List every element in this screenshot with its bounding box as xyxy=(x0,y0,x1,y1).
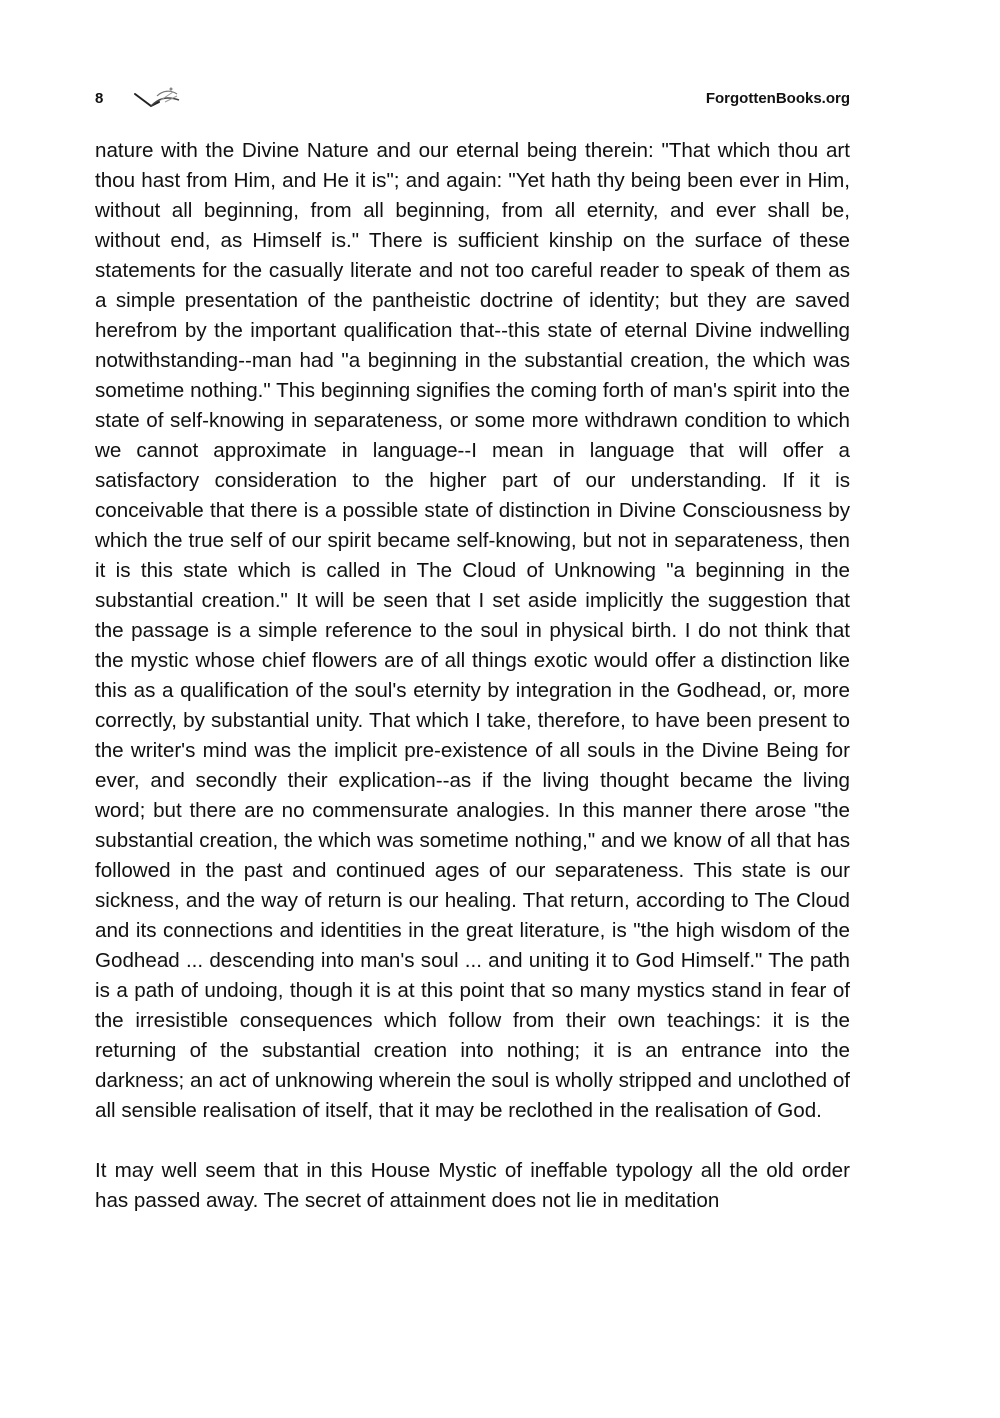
page-number: 8 xyxy=(95,90,104,107)
paragraph: It may well seem that in this House Mystic of ineffable typology all the old order has passed away. The secret of attainment does not lie in meditation xyxy=(95,1159,850,1212)
body-text xyxy=(95,136,850,1216)
site-name: ForgottenBooks.org xyxy=(705,90,850,107)
paragraph: nature with the Divine Nature and our eternal being therein: "That which thou art thou hast from Him, and He it is"; and again: "Yet hath thy being been ever in Him, without all beginning, from all beginning, from all eternity, and ever shall be, without end, as Himself is." There is sufficient kinship on the surface of these statements for the casually literate and not too careful reader to speak of them as a simple presentation of the pantheistic doctrine of identity; but they are saved herefrom by the important qualification that--this state of eternal Divine indwelling notwithstanding--man had "a beginning in the substantial creation, the which was sometime nothing." This beginning signifies the coming forth of man's spirit into the state of self-knowing in separateness, or some more withdrawn condition to which we cannot approximate in language--I mean in language that will offer a satisfactory consideration to the higher part of our understanding. If it is conceivable that there is a possible state of distinction in Divine Consciousness by which the true self of our spirit became self-knowing, but not in separateness, then it is this state which is called in The Cloud of Unknowing "a beginning in the substantial creation." It will be seen that I set aside implicitly the suggestion that the passage is a simple reference to the soul in physical birth. I do not think that the mystic whose chief flowers are of all things exotic would offer a distinction like this as a qualification of the soul's eternity by integration in the Godhead, or, more correctly, by substantial unity. That which I take, therefore, to have been present to the writer's mind was the implicit pre-existence of all souls in the Divine Being for ever, and secondly their explication--as if the living thought became the living word; but there are no commensurate analogies. In this manner there arose "the substantial creation, the which was sometime nothing," and we know of all that has followed in the past and continued ages of our separateness. This state is our sickness, and the way of return is our healing. That return, according to The Cloud and its connections and identities in the great literature, is "the high wisdom of the Godhead ... descending into man's soul ... and uniting it to God Himself." The path is a path of undoing, though it is at this point that so many mystics stand in fear of the irresistible consequences which follow from their own teachings: it is the returning of the substantial creation into nothing; it is an entrance into the darkness; an act of unknowing wherein the soul is wholly stripped and unclothed of all sensible realisation of itself, that it may be reclothed in the realisation of God. xyxy=(95,139,850,1122)
open-book-icon xyxy=(133,86,187,112)
page-header xyxy=(95,86,850,116)
